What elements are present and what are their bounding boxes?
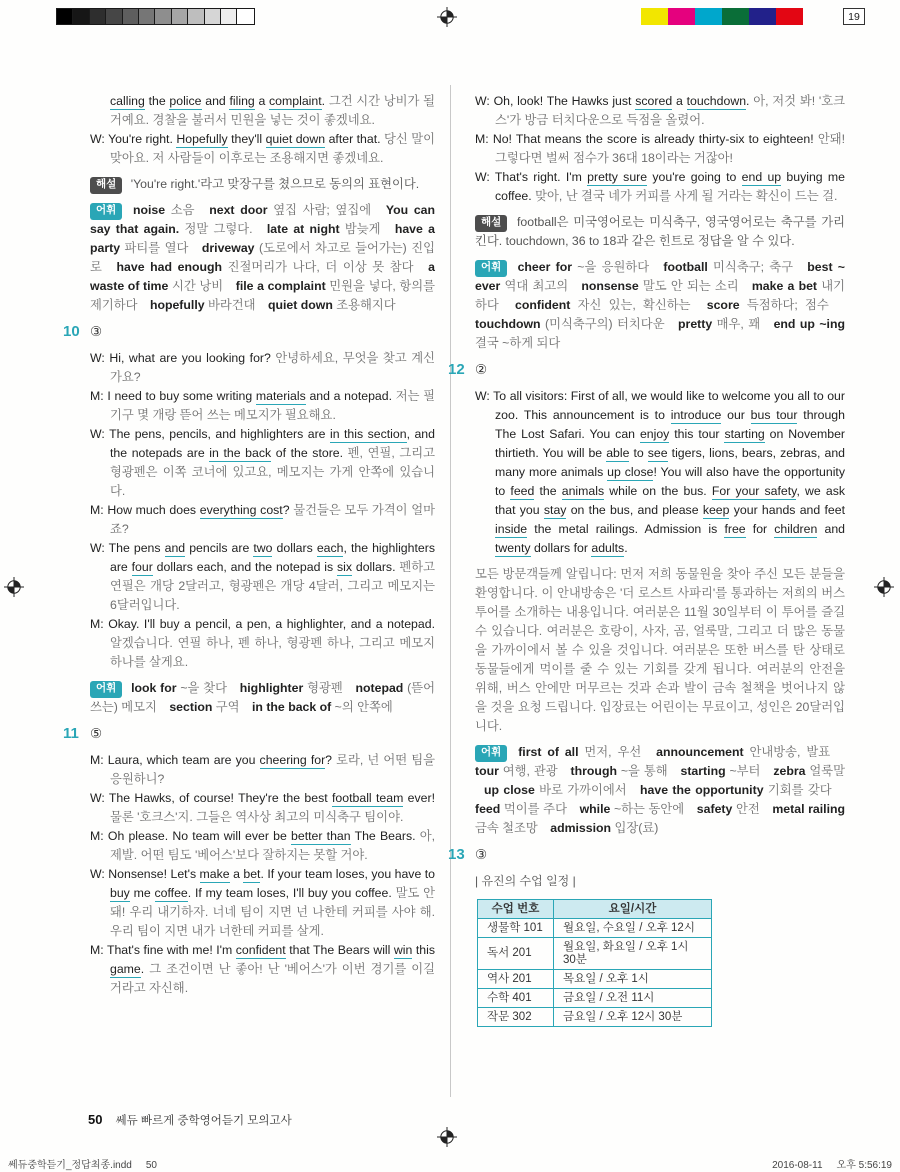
underlined-keyword: police [169,94,202,108]
underlined-keyword: each [316,541,344,555]
vocab-badge: 어휘 [90,681,122,698]
speaker-label: W: [90,867,105,881]
korean-translation-inline: 알겠습니다. 연필 하나, 펜 하나, 형광펜 하나, 그리고 메모지 하나를 살게요. [110,636,435,669]
table-row [478,989,712,1008]
vocab-term: while [579,802,611,816]
underlined-keyword: introduce [670,408,722,422]
underlined-keyword: inside [495,522,528,536]
vocab-term: feed [475,802,501,816]
korean-translation-inline: 그건 시간 낭비가 될 거예요. 경찰을 불러서 민원을 넣는 것이 좋겠네요. [110,94,435,127]
vocab-term: hopefully [149,298,205,312]
explanation-block [90,175,435,194]
dialog-line [90,425,435,501]
vocab-text: look for ~을 찾다 highlighter 형광펜 notepad (뜯어 쓰는) 메모지 section 구역 in the back of ~의 안쪽에 [90,681,435,714]
dialog-line [90,92,435,130]
dialog-line [90,751,435,789]
korean-translation-inline: 아, 제발. 어떤 팀도 '베어스'보다 잘하지는 못할 거야. [110,829,435,862]
korean-translation-inline: 그 조건이면 난 좋아! 난 '베어스'가 이번 경기를 이길 거라고 자신해. [110,962,435,995]
item-number: 12 [448,361,465,378]
table-header-cell: 요일/시간 [554,900,712,919]
grayscale-step [57,9,73,24]
underlined-keyword: end up [741,170,782,184]
dialog-text: Okay. I'll buy a pencil, a pen, a highlighter, and a notepad. 알겠습니다. 연필 하나, 펜 하나, 형광펜 하나, 그리고 메모지 하나를 살게요. [108,617,435,669]
vocab-term: have a party [90,222,435,255]
vocab-term: starting [680,764,726,778]
table-cell: 생물학 101 [478,919,554,938]
vocab-term: pretty [678,317,713,331]
underlined-keyword: football team [332,791,404,805]
vocab-block [90,679,435,717]
underlined-keyword: enjoy [639,427,670,441]
underlined-keyword: animals [561,484,605,498]
vocab-term: next door [209,203,268,217]
dialog-text: Oh, look! The Hawks just scored a touchdown. 아, 저것 봐! '호크스'가 방금 터치다운으로 득점을 올렸어. [493,94,845,127]
dialog-text: No! That means the score is already thirty-six to eighteen! 안돼! 그렇다면 벌써 점수가 36대 18이라는 거잖아! [492,132,845,165]
underlined-keyword: For your safety [711,484,797,498]
dialog-line [90,865,435,941]
underlined-keyword: twenty [495,541,531,555]
grayscale-step [106,9,122,24]
grayscale-step [172,9,188,24]
explanation-text: football은 미국영어로는 미식축구, 영국영어로는 축구를 가리킨다. touchdown, 36 to 18과 같은 힌트로 정답을 알 수 있다. [475,215,845,248]
slug-right [772,1156,892,1171]
color-patch [668,8,695,25]
table-header-row [478,900,712,919]
underlined-keyword: quiet down [265,132,326,146]
speaker-label: M: [90,503,104,517]
speaker-label: M: [90,389,104,403]
dialog-text: calling the police and filing a complaint. 그건 시간 낭비가 될 거예요. 경찰을 불러서 민원을 넣는 것이 좋겠네요. [110,94,435,127]
dialog-line [475,130,845,168]
grayscale-step [123,9,139,24]
korean-translation-inline: 당신 말이 맞아요. 저 사람들이 이후로는 조용해지면 좋겠네요. [110,132,436,165]
underlined-keyword: see [647,446,668,460]
color-patch [749,8,776,25]
vocab-term: quiet down [267,298,333,312]
vocab-block [90,201,435,315]
table-header-cell: 수업 번호 [478,900,554,919]
table-cell: 역사 201 [478,970,554,989]
registration-mark-icon [437,7,457,27]
dialog-text: The pens and pencils are two dollars each, the highlighters are four dollars each, and the notepad is six dollars. 펜하고 연필은 개당 2달러고, 형광펜은 개당 4달러, 그리고 메모지는 6달러입니다. [108,541,435,612]
vocab-term: score [706,298,740,312]
explanation-badge: 해설 [90,177,122,194]
dialog-text: That's right. I'm pretty sure you're going to end up buying me coffee. 맞아, 난 결국 네가 커피를 사게 될 거라는 확신이 드는 걸. [494,170,845,203]
speaker-label: M: [90,617,104,631]
vocab-term: nonsense [581,279,639,293]
slug-date: 2016-08-11 [772,1160,823,1171]
dialog-text: I need to buy some writing materials and a notepad. 저는 필기구 몇 개랑 뜯어 쓰는 메모지가 필요해요. [107,389,435,422]
grayscale-step [90,9,106,24]
korean-translation-inline: 로라, 넌 어떤 팀을 응원하니? [110,753,436,786]
dialog-line [90,827,435,865]
speaker-label: M: [475,132,489,146]
page-number: 50 [88,1112,103,1127]
vocab-term: tour [475,764,499,778]
korean-translation-inline: 말도 안 돼! 우리 내기하자. 너네 팀이 지면 넌 나한테 커피를 사야 해. 우리 팀이 지면 내가 너한테 커피를 살게. [110,886,435,938]
item-header [63,322,435,342]
table-cell: 수학 401 [478,989,554,1008]
speaker-label: M: [90,753,104,767]
color-calibration-bar [641,8,803,25]
underlined-keyword: make [199,867,230,881]
table-cell: 목요일 / 오후 1시 [554,970,712,989]
vocab-term: a waste of time [90,260,435,293]
dialog-block [475,387,845,558]
item-header [448,360,845,380]
registration-mark-icon [4,577,24,597]
dialog-block [90,92,435,168]
grayscale-step [205,9,221,24]
item-answer: ③ [90,324,103,339]
vocab-text: noise 소음 next door 옆집 사람; 옆집에 You can say that again. 정말 그렇다. late at night 밤늦게 have a party 파티를 열다 driveway (도로에서 차고로 들어가는) 진입로 have had enough 진절머리가 나다, 더 이상 못 참다 a waste of time 시간 낭비 file a complaint 민원을 넣다, 항의를 제기하다 hopefully 바라건대 quiet down 조용해지다 [90,203,436,312]
table-cell: 독서 201 [478,938,554,970]
vocab-term: in the back of [251,700,332,714]
underlined-keyword: two [253,541,273,555]
vocab-term: look for [131,681,177,695]
vocab-term: cheer for [517,260,573,274]
underlined-keyword: filing [229,94,255,108]
underlined-keyword: six [336,560,353,574]
color-patch [641,8,668,25]
korean-translation-inline: 물론 '호크스'지. 그들은 역사상 최고의 미식축구 팀이야. [110,810,404,824]
speaker-label: M: [90,943,104,957]
underlined-keyword: bus tour [750,408,798,422]
underlined-keyword: in this section [329,427,407,441]
dialog-line [475,92,845,130]
vocab-term: have the opportunity [640,783,764,797]
korean-translation-paragraph: 모든 방문객들께 알립니다: 먼저 저희 동물원을 찾아 주신 모든 분들을 환영합니다. 이 안내방송은 '더 로스트 사파리'를 통과하는 저희의 버스 투어를 소개하는 내용입니다. 여러분은 11월 30일부터 이 투어를 즐길 수 있습니다. 여러분은 호랑이, 사자, 곰, 얼룩말, 그리고 더 많은 동물을 가까이에서 볼 수 있을 것입니다. 여러분은 또한 버스를 탄 상태로 동물들에게 먹이를 줄 수 있는 기회를 갖게 됩니다. 여러분의 안전을 위해, 버스 안에만 머무르는 것과 손과 발이 금속 철책을 벗어나지 않을 것을 요청 드립니다. 입장료는 어린이는 무료이고, 성인은 20달러입니다. [475,567,845,733]
left-column [63,92,435,1005]
color-patch [776,8,803,25]
underlined-keyword: free [724,522,746,536]
dialog-text: Laura, which team are you cheering for? 로라, 넌 어떤 팀을 응원하니? [107,753,436,786]
grayscale-calibration-bar [56,8,255,25]
explanation-text: 'You're right.'라고 맞장구를 쳤으므로 동의의 표현이다. [130,177,420,191]
vocab-term: football [663,260,708,274]
vocab-term: end up ~ing [773,317,845,331]
page-footer [88,1112,292,1128]
item-header [63,724,435,744]
underlined-keyword: calling [110,94,145,108]
dialog-block [90,349,435,672]
vocab-term: best ~ ever [475,260,845,293]
vocab-block [475,258,845,353]
vocab-term: highlighter [239,681,304,695]
slug-filename: 쎄듀중학듣기_정답최종.indd [8,1160,132,1171]
underlined-keyword: Hopefully [176,132,228,146]
table-cell: 월요일, 수요일 / 오후 12시 [554,919,712,938]
vocab-text: cheer for ~을 응원하다 football 미식축구; 축구 best ~ ever 역대 최고의 nonsense 말도 안 되는 소리 make a bet 내기하다 confident 자신 있는, 확신하는 score 득점하다; 점수 touchdown (미식축구의) 터치다운 pretty 매우, 꽤 end up ~ing 결국 ~하게 되다 [475,260,845,350]
korean-translation-inline: 안녕하세요, 무엇을 찾고 계신가요? [110,351,435,384]
vocab-term: late at night [266,222,340,236]
slug-left [8,1156,157,1171]
dialog-text: You're right. Hopefully they'll quiet down after that. 당신 말이 맞아요. 저 사람들이 이후로는 조용해지면 좋겠네요. [108,132,436,165]
speaker-label: W: [475,170,490,184]
dialog-text: Hi, what are you looking for? 안녕하세요, 무엇을 찾고 계신가요? [109,351,435,384]
dialog-text: The Hawks, of course! They're the best football team ever! 물론 '호크스'지. 그들은 역사상 최고의 미식축구 팀이야. [108,791,435,824]
item-number: 13 [448,846,465,863]
dialog-line [90,615,435,672]
dialog-line [475,387,845,558]
prepress-slug-line [8,1156,892,1171]
underlined-keyword: materials [255,389,306,403]
registration-mark-icon [874,577,894,597]
korean-translation-inline: 맞아, 난 결국 네가 커피를 사게 될 거라는 확신이 드는 걸. [535,189,838,203]
table-row [478,1008,712,1027]
speaker-label: W: [475,389,490,403]
item-number: 10 [63,323,80,340]
item-header [448,845,845,865]
vocab-term: first of all [518,745,579,759]
right-column [448,92,845,1027]
vocab-term: zebra [773,764,806,778]
vocab-term: section [169,700,213,714]
vocab-block [475,743,845,838]
underlined-keyword: up close [607,465,654,479]
explanation-block [475,213,845,251]
underlined-keyword: everything cost [199,503,283,517]
speaker-label: W: [475,94,490,108]
dialog-line [90,539,435,615]
grayscale-step [73,9,89,24]
vocab-badge: 어휘 [475,745,507,762]
dialog-line [90,349,435,387]
grayscale-step [188,9,204,24]
dialog-line [90,501,435,539]
speaker-label: M: [90,829,104,843]
table-row [478,919,712,938]
underlined-keyword: scored [635,94,673,108]
dialog-line [90,941,435,998]
dialog-line [475,168,845,206]
dialog-line [90,387,435,425]
dialog-text: To all visitors: First of all, we would like to welcome you all to our zoo. This announcement is to introduce our bus tour through The Lost Safari. You can enjoy this tour starting on November thirtieth. You will be able to see tigers, lions, bears, zebras, and many more animals up close! You will also have the opportunity to feed the animals while on the bus. For your safety, we ask that you stay on the bus, and please keep your hands and feet inside the metal railings. Admission is free for children and twenty dollars for adults. [493,389,846,555]
underlined-keyword: feed [510,484,535,498]
dialog-block [475,92,845,206]
underlined-keyword: touchdown [686,94,747,108]
vocab-term: announcement [656,745,744,759]
underlined-keyword: pretty sure [587,170,648,184]
table-cell: 작문 302 [478,1008,554,1027]
korean-translation-inline: 물건들은 모두 가격이 얼마죠? [110,503,435,536]
underlined-keyword: stay [543,503,567,517]
vocab-term: driveway [201,241,255,255]
vocab-term: safety [696,802,733,816]
table-row [478,970,712,989]
vocab-term: You can say that again. [90,203,436,236]
table-cell: 금요일 / 오전 11시 [554,989,712,1008]
underlined-keyword: and [164,541,186,555]
underlined-keyword: cheering for [259,753,326,767]
dialog-text: Oh please. No team will ever be better than The Bears. 아, 제발. 어떤 팀도 '베어스'보다 잘하지는 못할 거야. [107,829,435,862]
vocab-term: admission [550,821,612,835]
vocab-badge: 어휘 [475,260,507,277]
underlined-keyword: confident [235,943,286,957]
dialog-text: That's fine with me! I'm confident that The Bears will win this game. 그 조건이면 난 좋아! 난 '베어스'가 이번 경기를 이길 거라고 자신해. [106,943,435,995]
underlined-keyword: in the back [209,446,272,460]
dialog-text: Nonsense! Let's make a bet. If your team loses, you have to buy me coffee. If my team loses, I'll buy you coffee. 말도 안 돼! 우리 내기하자. 너네 팀이 지면 넌 나한테 커피를 사야 해. 우리 팀이 지면 내가 너한테 커피를 살게. [108,867,435,938]
underlined-keyword: starting [724,427,765,441]
signature-number-box: 19 [843,8,865,25]
table-cell: 금요일 / 오후 12시 30분 [554,1008,712,1027]
speaker-label: W: [90,427,105,441]
vocab-term: noise [132,203,166,217]
grayscale-step [139,9,155,24]
speaker-label: W: [90,351,105,365]
korean-translation-inline: 안돼! 그렇다면 벌써 점수가 36대 18이라는 거잖아! [495,132,845,165]
underlined-keyword: bet [243,867,261,881]
grayscale-step [221,9,237,24]
vocab-term: confident [515,298,571,312]
dialog-line [90,789,435,827]
explanation-badge: 해설 [475,215,507,232]
korean-translation-inline: 저는 필기구 몇 개랑 뜯어 쓰는 메모지가 필요해요. [110,389,435,422]
speaker-label: W: [90,791,105,805]
vocab-term: through [570,764,617,778]
korean-translation-inline: 펜, 연필, 그리고 형광펜은 이쪽 코너에 있고요, 메모지는 가게 안쪽에 있습니다. [110,446,435,498]
vocab-term: metal railing [772,802,846,816]
table-caption: | 유진의 수업 일정 | [475,874,576,888]
dialog-line [90,130,435,168]
vocab-term: up close [484,783,535,797]
grayscale-step [237,9,253,24]
vocab-term: make a bet [751,279,818,293]
speaker-label: W: [90,132,105,146]
table-cell: 월요일, 화요일 / 오후 1시 30분 [554,938,712,970]
underlined-keyword: buy [110,886,130,900]
item-answer: ② [475,362,488,377]
slug-page: 50 [145,1160,157,1171]
schedule-table [477,899,712,1027]
underlined-keyword: children [774,522,818,536]
korean-translation-inline: 펜하고 연필은 개당 2달러고, 형광펜은 개당 4달러, 그리고 메모지는 6달러입니다. [110,560,435,612]
dialog-text: How much does everything cost? 물건들은 모두 가격이 얼마죠? [107,503,435,536]
underlined-keyword: able [606,446,630,460]
registration-mark-icon [437,1127,457,1147]
slug-time: 오후 5:56:19 [836,1160,892,1171]
color-patch [695,8,722,25]
footer-book-title: 쎄듀 빠르게 중학영어듣기 모의고사 [115,1115,292,1127]
underlined-keyword: better than [291,829,351,843]
underlined-keyword: adults [591,541,625,555]
underlined-keyword: win [393,943,413,957]
dialog-text: The pens, pencils, and highlighters are in this section, and the notepads are in the back of the store. 펜, 연필, 그리고 형광펜은 이쪽 코너에 있고요, 메모지는 가게 안쪽에 있습니다. [109,427,435,498]
vocab-term: have had enough [116,260,223,274]
underlined-keyword: complaint [269,94,322,108]
item-answer: ③ [475,847,488,862]
vocab-term: notepad [355,681,404,695]
underlined-keyword: four [131,560,153,574]
vocab-term: file a complaint [235,279,326,293]
underlined-keyword: coffee [154,886,188,900]
item-number: 11 [63,725,79,742]
dialog-block [90,751,435,998]
vocab-text: first of all 먼저, 우선 announcement 안내방송, 발표 tour 여행, 관광 through ~을 통해 starting ~부터 zebra 얼룩말 up close 바로 가까이에서 have the opportunity 기회를 갖다 feed 먹이를 주다 while ~하는 동안에 safety 안전 metal railing 금속 철조망 admission 입장(료) [475,745,846,835]
grayscale-step [155,9,171,24]
speaker-label: W: [90,541,105,555]
vocab-term: touchdown [475,317,541,331]
korean-translation-inline: 아, 저것 봐! '호크스'가 방금 터치다운으로 득점을 올렸어. [495,94,845,127]
table-row [478,938,712,970]
underlined-keyword: game [110,962,141,976]
item-answer: ⑤ [90,726,103,741]
color-patch [722,8,749,25]
underlined-keyword: keep [702,503,730,517]
vocab-badge: 어휘 [90,203,122,220]
